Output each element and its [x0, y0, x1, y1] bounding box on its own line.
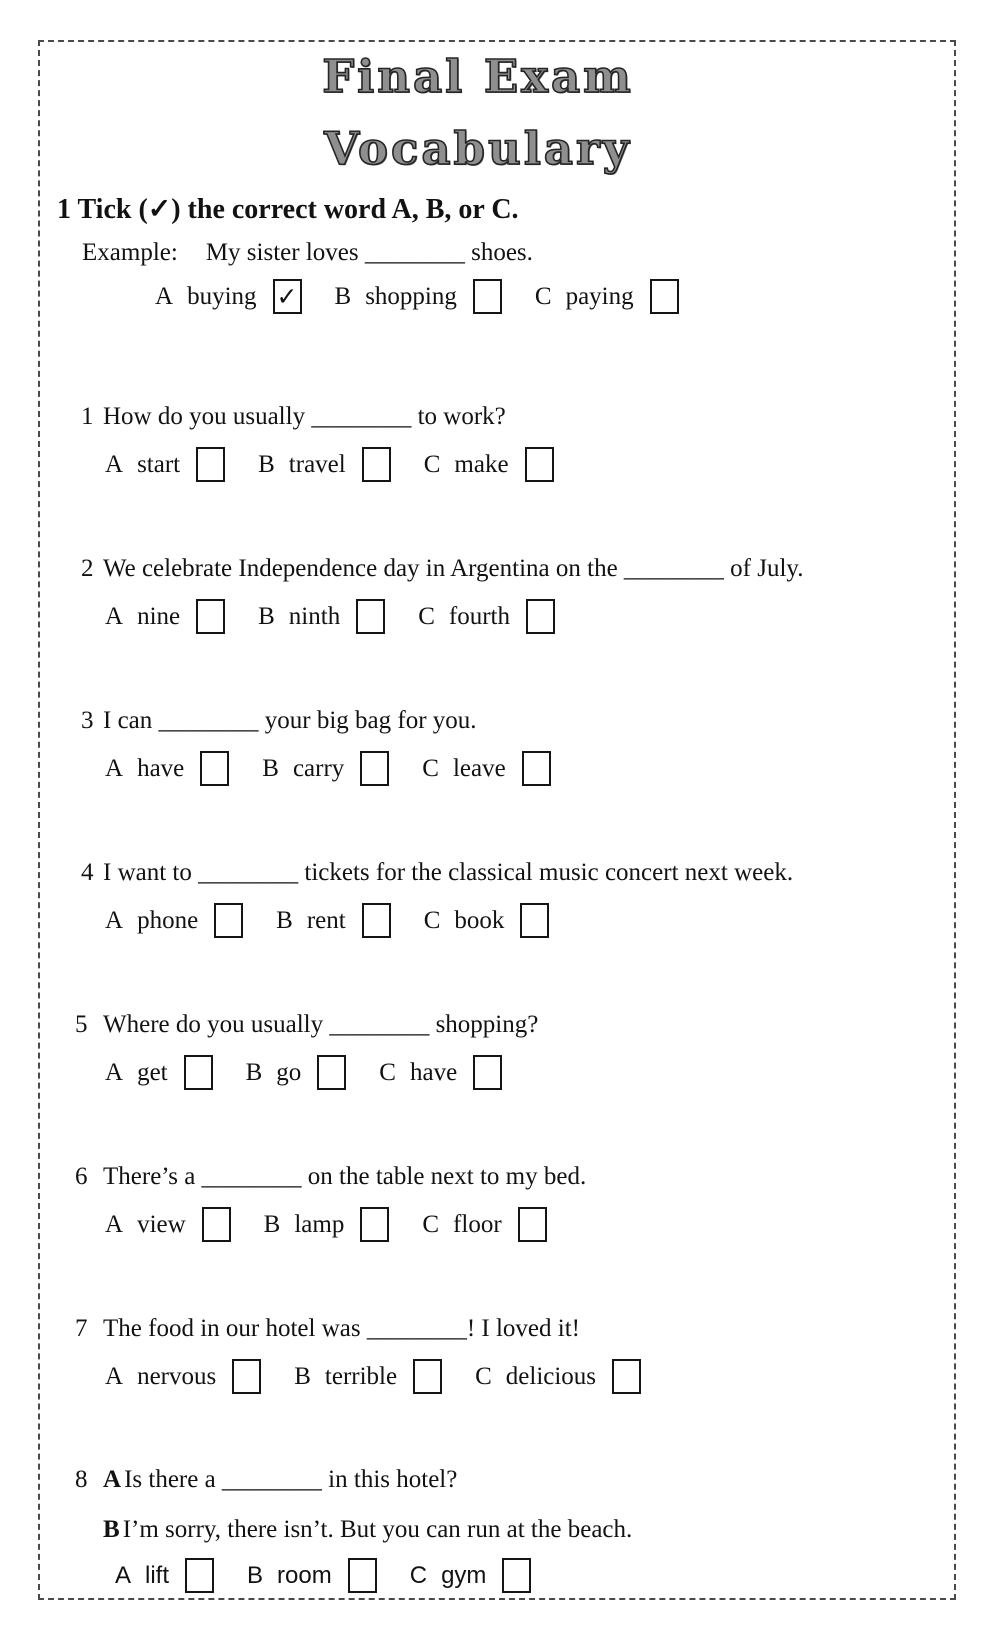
option-a — [105, 1055, 213, 1090]
option-letter: B — [258, 450, 275, 478]
option-word: have — [137, 754, 185, 782]
option-word: ninth — [288, 602, 341, 630]
answer-checkbox[interactable] — [348, 1558, 377, 1593]
option-a — [105, 599, 225, 634]
section-heading: 1 Tick (✓) the correct word A, B, or C. — [57, 194, 519, 225]
question-8 — [75, 1464, 955, 1593]
answer-checkbox[interactable] — [317, 1055, 346, 1090]
question-3 — [75, 705, 955, 786]
option-word: view — [137, 1210, 186, 1238]
option-letter: B — [262, 754, 279, 782]
answer-checkbox[interactable] — [650, 279, 679, 314]
option-word: floor — [453, 1210, 502, 1238]
question-text — [75, 857, 955, 889]
question-text — [75, 1313, 955, 1345]
option-a — [155, 279, 302, 314]
option-letter: C — [422, 754, 439, 782]
option-word: go — [276, 1058, 302, 1086]
question-sentence: There’s a ________ on the table next to my bed. — [103, 1163, 587, 1190]
option-word: fourth — [448, 602, 510, 630]
option-b — [335, 279, 502, 314]
option-word: travel — [288, 450, 346, 478]
spacer — [75, 1514, 103, 1546]
question-text — [75, 1009, 955, 1041]
answer-checkbox[interactable] — [184, 1055, 213, 1090]
option-b — [258, 599, 385, 634]
question-text — [75, 553, 955, 585]
option-c — [422, 751, 550, 786]
option-letter: C — [379, 1058, 396, 1086]
option-letter: B — [334, 282, 352, 310]
option-word: terrible — [324, 1362, 398, 1390]
option-word: shopping — [365, 282, 457, 310]
question-sentence: I’m sorry, there isn’t. But you can run at the beach. — [122, 1516, 633, 1543]
worksheet-title-line1: Final Exam — [322, 50, 634, 103]
answer-checkbox[interactable] — [200, 751, 229, 786]
option-c — [379, 1055, 502, 1090]
option-b — [246, 1055, 347, 1090]
options-row — [105, 1359, 955, 1394]
option-word: lift — [145, 1561, 170, 1589]
example-options-row — [155, 279, 679, 314]
question-sentence: I want to ________ tickets for the classical music concert next week. — [103, 859, 794, 886]
question-dialogue-line-b — [75, 1514, 955, 1546]
answer-checkbox-checked[interactable]: ✓ — [273, 279, 302, 314]
option-letter: C — [423, 450, 441, 478]
question-sentence: I can ________ your big bag for you. — [103, 707, 477, 734]
option-word: have — [409, 1058, 458, 1086]
option-word: nine — [137, 602, 181, 630]
answer-checkbox[interactable] — [473, 1055, 502, 1090]
option-letter: C — [418, 602, 435, 630]
answer-checkbox[interactable] — [185, 1558, 214, 1593]
answer-checkbox[interactable] — [214, 903, 243, 938]
option-word: nervous — [137, 1362, 217, 1390]
option-word: book — [454, 906, 505, 934]
options-row — [105, 751, 955, 786]
options-row — [105, 1055, 955, 1090]
answer-checkbox[interactable] — [518, 1207, 547, 1242]
option-letter: C — [475, 1362, 492, 1390]
answer-checkbox[interactable] — [362, 447, 391, 482]
question-number: 2 — [81, 555, 94, 582]
answer-checkbox[interactable] — [525, 447, 554, 482]
worksheet-title-line2: Vocabulary — [324, 122, 632, 175]
option-letter: A — [105, 1210, 124, 1238]
option-letter: A — [105, 1362, 124, 1390]
option-word: leave — [452, 754, 506, 782]
option-a — [105, 447, 225, 482]
option-word: carry — [292, 754, 345, 782]
option-c — [535, 279, 679, 314]
option-a — [105, 903, 243, 938]
option-letter: A — [155, 282, 174, 310]
option-letter: B — [245, 1058, 263, 1086]
question-dialogue-line-a — [75, 1464, 955, 1496]
option-a — [105, 1207, 231, 1242]
option-word: rent — [306, 906, 346, 934]
question-sentence: The food in our hotel was ________! I loved it! — [103, 1315, 580, 1342]
option-letter: C — [409, 1561, 428, 1589]
example-line — [82, 239, 533, 267]
speaker-a-label: A — [103, 1466, 122, 1493]
question-number: 5 — [75, 1011, 88, 1038]
option-word: buying — [187, 282, 257, 310]
question-sentence: How do you usually ________ to work? — [103, 403, 506, 430]
answer-checkbox[interactable] — [202, 1207, 231, 1242]
option-c — [418, 599, 555, 634]
answer-checkbox[interactable] — [522, 751, 551, 786]
option-letter: B — [247, 1561, 264, 1589]
question-1 — [75, 401, 955, 482]
answer-checkbox[interactable] — [196, 447, 225, 482]
option-letter: A — [105, 1058, 124, 1086]
option-letter: A — [115, 1561, 132, 1589]
option-letter: A — [105, 450, 124, 478]
question-sentence: We celebrate Independence day in Argentina on the ________ of July. — [103, 555, 804, 582]
option-b — [262, 751, 389, 786]
option-c — [424, 447, 554, 482]
question-5 — [75, 1009, 955, 1090]
option-letter: B — [276, 906, 293, 934]
option-word: paying — [565, 282, 634, 310]
answer-checkbox[interactable] — [362, 903, 391, 938]
question-number: 4 — [81, 859, 94, 886]
answer-checkbox[interactable] — [360, 1207, 389, 1242]
question-7 — [75, 1313, 955, 1394]
option-word: lamp — [294, 1210, 345, 1238]
option-c — [424, 903, 550, 938]
option-b — [276, 903, 391, 938]
option-a — [105, 1359, 261, 1394]
example-label: Example: — [82, 239, 178, 266]
option-c — [475, 1359, 641, 1394]
options-row — [105, 903, 955, 938]
option-c — [422, 1207, 546, 1242]
option-word: make — [454, 450, 509, 478]
option-letter: A — [105, 906, 124, 934]
option-a — [115, 1558, 214, 1593]
option-b — [294, 1359, 442, 1394]
answer-checkbox[interactable] — [356, 599, 385, 634]
option-c — [410, 1558, 532, 1593]
question-number: 6 — [75, 1163, 88, 1190]
option-word: get — [137, 1058, 168, 1086]
answer-checkbox[interactable] — [502, 1558, 531, 1593]
answer-checkbox[interactable] — [196, 599, 225, 634]
speaker-b-label: B — [103, 1516, 120, 1543]
options-row — [115, 1558, 955, 1593]
options-row — [105, 447, 955, 482]
option-letter: B — [263, 1210, 281, 1238]
question-sentence: Where do you usually ________ shopping? — [103, 1011, 539, 1038]
answer-checkbox[interactable] — [526, 599, 555, 634]
option-word: delicious — [505, 1362, 597, 1390]
answer-checkbox[interactable] — [473, 279, 502, 314]
answer-checkbox[interactable] — [413, 1359, 442, 1394]
options-row — [105, 599, 955, 634]
question-text — [75, 401, 955, 433]
question-number: 1 — [81, 403, 94, 430]
option-letter: A — [105, 754, 124, 782]
option-letter: C — [423, 906, 441, 934]
option-b — [258, 447, 391, 482]
options-row — [105, 1207, 955, 1242]
option-word: gym — [441, 1561, 487, 1589]
option-word: room — [277, 1561, 332, 1589]
option-letter: C — [422, 1210, 440, 1238]
answer-checkbox[interactable] — [612, 1359, 641, 1394]
option-letter: B — [258, 602, 275, 630]
option-letter: C — [534, 282, 552, 310]
question-number: 7 — [75, 1315, 88, 1342]
option-b — [264, 1207, 390, 1242]
question-sentence: Is there a ________ in this hotel? — [124, 1466, 458, 1493]
option-word: phone — [137, 906, 199, 934]
question-4 — [75, 857, 955, 938]
question-number: 3 — [81, 707, 94, 734]
question-6 — [75, 1161, 955, 1242]
answer-checkbox[interactable] — [360, 751, 389, 786]
example-sentence: My sister loves ________ shoes. — [205, 239, 533, 266]
option-letter: A — [105, 602, 124, 630]
question-text — [75, 1161, 955, 1193]
option-letter: B — [294, 1362, 311, 1390]
answer-checkbox[interactable] — [232, 1359, 261, 1394]
option-a — [105, 751, 229, 786]
question-text — [75, 705, 955, 737]
option-word: start — [137, 450, 181, 478]
option-b — [247, 1558, 377, 1593]
question-2 — [75, 553, 955, 634]
question-number: 8 — [75, 1466, 88, 1493]
answer-checkbox[interactable] — [520, 903, 549, 938]
